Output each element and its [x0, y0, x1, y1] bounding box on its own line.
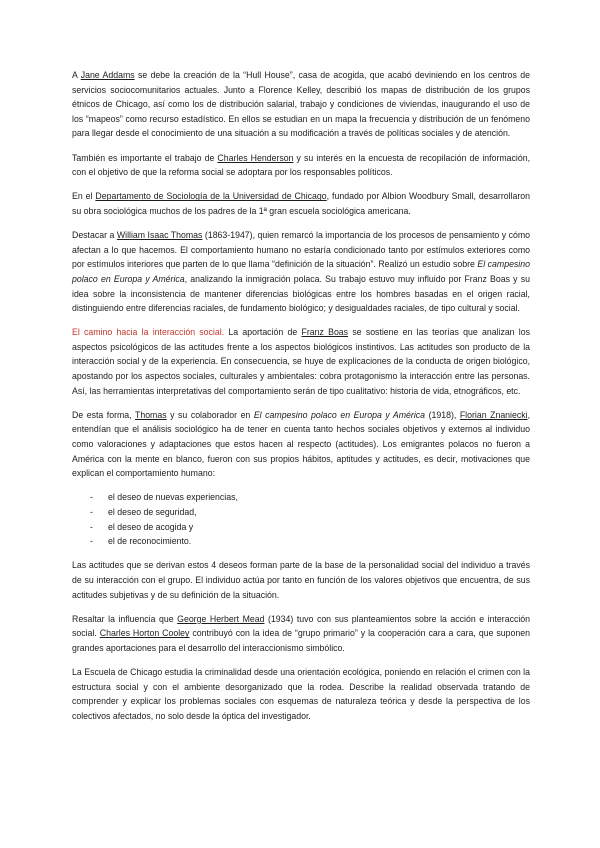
paragraph-departamento [72, 189, 530, 218]
text: Resaltar la influencia que [72, 613, 178, 624]
text: contribuyó con la idea de “grupo primario” y la cooperación cara a cara, que suponen grandes aportaciones para el desarrollo del interaccionismo simbólico. [72, 628, 531, 653]
text: , entendían que el análisis sociológico ha de tener en cuenta tanto hechos sociales objetivos y externos al individuo como valoraciones y adaptaciones que estos hacen al respecto (actitudes). Los emigrantes polacos no fueron a América con la mente en blanco, fueron con sus propios hábitos, aptitudes y actitudes, es decir, motivaciones que explican el comportamiento humano: [72, 409, 530, 479]
paragraph-charles-henderson [72, 151, 530, 180]
text: se sostiene en las teorías que analizan los aspectos psicológicos de las actitudes frente a los aspectos biológicos instintivos. Las actitudes son producto de la interacción social y de la experiencia. En consecuencia, se huye de explicaciones de la conducta de origen biológico, apostando por los aspectos sociales, culturales y ambientales: cobra protagonismo la interacción entre las personas. Así, las herramientas interpretativas del comportamiento serán de tipo cualitativo: historia de vida, etnográficos, etc. [72, 327, 530, 396]
paragraph-william-thomas [72, 228, 530, 316]
link-jane-addams[interactable]: Jane Addams [80, 70, 135, 80]
text: y su interés en la encuesta de recopilación de información, con el objetivo de que la reforma social se adoptara por los responsables políticos. [72, 152, 530, 178]
text: , fundado por Albion Woodbury Small, desarrollaron su obra sociológica muchos de los padres de la 1ª gran escuela sociológica americana. [72, 191, 530, 216]
paragraph-interaccion-social [72, 325, 530, 398]
link-william-isaac-thomas[interactable]: William Isaac Thomas [116, 230, 203, 241]
link-florian-znaniecki[interactable]: Florian Znaniecki [459, 409, 528, 420]
link-departamento-sociologia[interactable]: Departamento de Sociología de la Universidad de Chicago [95, 191, 327, 202]
text: , analizando la inmigración polaca. Su trabajo estuvo muy influido por Franz Boas y su idea sobre la inconsistencia de mantener diferencias biológicas entre los hombres basadas en el origen racial, distinguiendo entre diferencias raciales, de fundamento biológico; y desigualdades raciales, de tipo cultural y social. [72, 273, 530, 314]
text: (1863-1947), quien remarcó la importancia de los procesos de pensamiento y cómo afectan a lo que hacemos. El comportamiento humano no estaría condicionado tanto por estímulos exteriores como por estímulos interiores que parten de lo que llama “definición de la situación”. Realizó un estudio sobre [72, 230, 531, 270]
list-item: - el deseo de acogida y [90, 520, 530, 535]
text: En el [72, 191, 96, 202]
text: También es importante el trabajo de [72, 152, 218, 163]
paragraph-jane-addams [72, 68, 530, 141]
text: La aportación de [224, 327, 302, 338]
link-charles-horton-cooley[interactable]: Charles Horton Cooley [99, 628, 190, 639]
text: A [72, 70, 81, 80]
desires-list [72, 490, 530, 548]
text: Destacar a [72, 230, 117, 241]
book-title: El campesino polaco en Europa y América [253, 409, 426, 420]
section-heading: El camino hacia la interacción social. [72, 327, 225, 338]
list-item: - el deseo de seguridad, [90, 505, 530, 520]
text: se debe la creación de la “Hull House”, casa de acogida, que acabó deviniendo en los centros de servicios sociocomunitarios actuales. Junto a Florence Kelley, describió los mapas de distribución de los grupos étnicos de Chicago, así como los de distribución salarial, trabajo y condiciones de viviendas, inaugurando el uso de los “mapeos” como recurso estadístico. En ellos se estudian en un mapa la frecuencia y distribución de un fenómeno para llegar desde el conocimiento de una situación a su modificación a través de políticas sociales y de atención. [72, 70, 530, 139]
list-item: - el deseo de nuevas experiencias, [90, 490, 530, 505]
paragraph-escuela-chicago: La Escuela de Chicago estudia la criminalidad desde una orientación ecológica, poniendo en relación el crimen con la estructura social y con el ambiente desorganizado que la rodea. Describe la realidad observada tratando de comprender y explicar los problemas sociales con esquemas de naturaleza teórica y desde la perspectiva de los colectivos afectados, no solo desde la óptica del investigador. [72, 667, 530, 721]
text: y su colaborador en [166, 409, 254, 420]
link-thomas[interactable]: Thomas [134, 409, 167, 420]
paragraph-thomas-znaniecki [72, 408, 530, 481]
link-george-herbert-mead[interactable]: George Herbert Mead [177, 613, 265, 624]
paragraph-mead-cooley [72, 612, 530, 656]
text: (1918), [425, 409, 460, 420]
list-item: - el de reconocimiento. [90, 534, 530, 549]
text: (1934) tuvo con sus planteamientos sobre la acción e interacción social. [72, 613, 530, 639]
link-franz-boas[interactable]: Franz Boas [301, 327, 349, 338]
paragraph-actitudes: Las actitudes que se derivan estos 4 deseos forman parte de la base de la personalidad social del individuo a través de su interacción con el grupo. El individuo actúa por tanto en función de los valores objetivos que encuentra, de sus actitudes subjetivas y de su definición de la situación. [72, 560, 530, 600]
book-title: El campesino polaco en Europa y América [72, 259, 530, 284]
text: De esta forma, [72, 409, 135, 420]
link-charles-henderson[interactable]: Charles Henderson [217, 152, 294, 163]
